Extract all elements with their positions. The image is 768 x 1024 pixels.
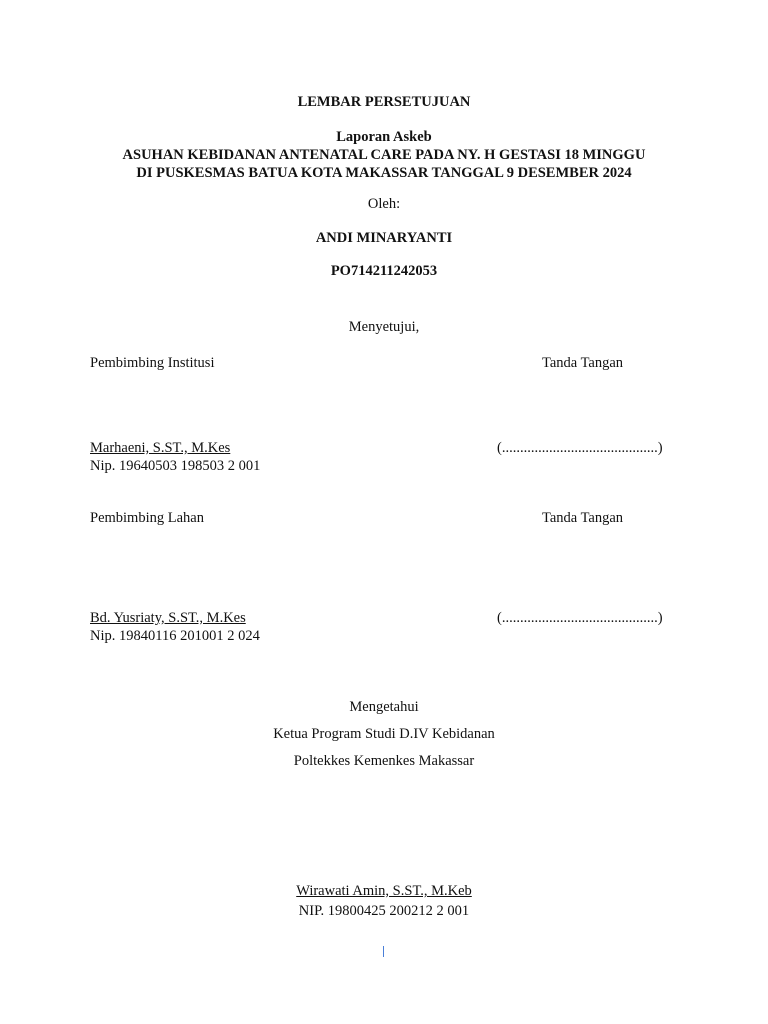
signature-label: Tanda Tangan — [542, 510, 624, 526]
supervisor-name: Marhaeni, S.ST., M.Kes — [90, 440, 231, 456]
document-heading: LEMBAR PERSETUJUAN — [297, 94, 471, 110]
supervisor-name: Bd. Yusriaty, S.ST., M.Kes — [90, 610, 246, 626]
report-title-line-1: ASUHAN KEBIDANAN ANTENATAL CARE PADA NY. H GESTASI 18 MINGGU — [122, 147, 646, 163]
report-title-line-2: DI PUSKESMAS BATUA KOTA MAKASSAR TANGGAL 9 DESEMBER 2024 — [136, 165, 632, 181]
acknowledgement-position: Ketua Program Studi D.IV Kebidanan — [273, 726, 495, 742]
supervisor-nip: Nip. 19640503 198503 2 001 — [90, 458, 261, 474]
acknowledgement-nip: NIP. 19800425 200212 2 001 — [298, 903, 470, 919]
supervisor-nip: Nip. 19840116 201001 2 024 — [90, 628, 260, 644]
author-name: ANDI MINARYANTI — [315, 230, 453, 246]
by-label: Oleh: — [367, 196, 401, 212]
signature-line: (...........................................) — [497, 610, 663, 626]
acknowledgement-name: Wirawati Amin, S.ST., M.Keb — [296, 883, 472, 899]
text-cursor[interactable] — [383, 946, 384, 957]
signature-label: Tanda Tangan — [542, 355, 624, 371]
author-id: PO714211242053 — [330, 263, 438, 279]
acknowledgement-name-wrap — [0, 882, 768, 900]
acknowledgement-institution: Poltekkes Kemenkes Makassar — [293, 753, 475, 769]
acknowledgement-label: Mengetahui — [349, 699, 419, 715]
approval-label: Menyetujui, — [348, 319, 420, 335]
supervisor-role: Pembimbing Lahan — [90, 510, 204, 526]
supervisor-role: Pembimbing Institusi — [90, 355, 215, 371]
signature-line: (...........................................) — [497, 440, 663, 456]
report-type: Laporan Askeb — [336, 129, 432, 145]
